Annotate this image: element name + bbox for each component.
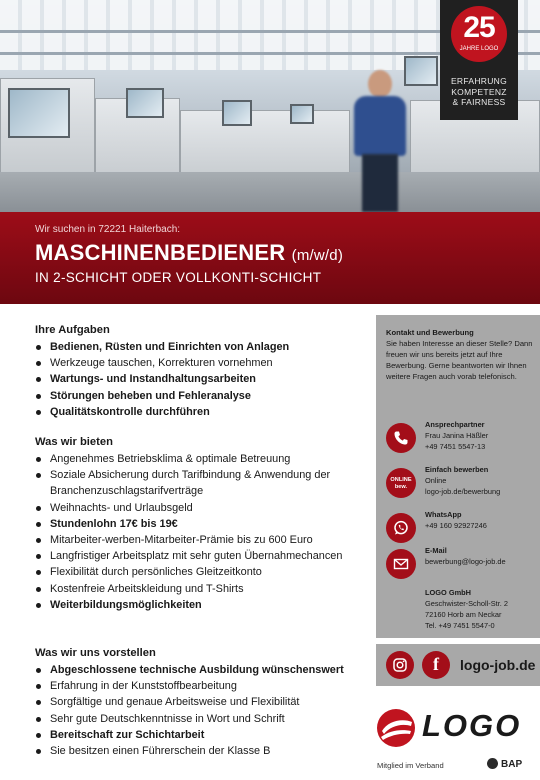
headline-banner	[0, 212, 540, 304]
worker-figure	[352, 70, 408, 212]
offer-list	[35, 451, 365, 613]
city: 72160 Horb am Neckar	[425, 610, 502, 619]
contact-phone[interactable]: +49 7451 5547-13	[425, 442, 486, 451]
location-line: Wir suchen in 72221 Haiterbach:	[35, 224, 181, 235]
mail-icon[interactable]	[386, 549, 416, 579]
online-icon-text: bew.	[394, 484, 408, 490]
contact-row-text	[425, 464, 540, 497]
logo-mark-icon	[376, 708, 416, 748]
section-offer	[35, 434, 365, 613]
section-heading: Was wir uns vorstellen	[35, 647, 156, 659]
list-item: Störungen beheben und Fehleranalyse	[35, 388, 365, 404]
facebook-glyph: f	[433, 654, 439, 674]
contact-panel	[376, 315, 540, 638]
machine-screen	[8, 88, 70, 138]
job-title-text: MASCHINENBEDIENER	[35, 240, 286, 265]
application-link[interactable]: logo-job.de/bewerbung	[425, 487, 501, 496]
contact-row-text	[425, 545, 540, 567]
member-text: Mitglied im Verband	[377, 761, 444, 770]
anniversary-badge	[440, 0, 518, 120]
job-title	[35, 240, 343, 266]
contact-intro-text: Sie haben Interesse an dieser Stelle? Dann freuen wir uns bereits jetzt auf Ihre Bewerbung. Gerne beantworten wir Ihnen weitere Fragen auch vorab telefonisch.	[386, 339, 533, 381]
company-name: LOGO GmbH	[425, 588, 471, 597]
list-item: Wartungs- und Instandhaltungsarbeiten	[35, 371, 365, 387]
company-phone[interactable]: Tel. +49 7451 5547-0	[425, 621, 495, 630]
badge-tagline-line: ERFAHRUNG	[450, 76, 508, 86]
badge-circle	[451, 6, 507, 62]
list-item: Bereitschaft zur Schichtarbeit	[35, 727, 344, 743]
website-link[interactable]: logo-job.de	[460, 657, 536, 673]
list-item: Mitarbeiter-werben-Mitarbeiter-Prämie bis zu 600 Euro	[35, 532, 365, 548]
list-item: Kostenfreie Arbeitskleidung und T-Shirts	[35, 581, 365, 597]
list-item: Flexibilität durch persönliches Gleitzeitkonto	[35, 564, 365, 580]
company-address	[425, 587, 537, 631]
factory-floor	[0, 172, 540, 212]
list-item: Weihnachts- und Urlaubsgeld	[35, 500, 365, 516]
facebook-icon[interactable]	[422, 651, 450, 679]
contact-person: Frau Janina Häßler	[425, 431, 489, 440]
bap-text: BAP	[501, 759, 523, 770]
contact-intro	[386, 327, 536, 382]
whatsapp-icon[interactable]	[386, 513, 416, 543]
company-logo	[376, 706, 540, 750]
list-item: Langfristiger Arbeitsplatz mit sehr guten Übernahmechancen	[35, 548, 365, 564]
section-tasks	[35, 322, 365, 420]
contact-row-text	[425, 509, 540, 531]
tasks-list	[35, 339, 365, 420]
job-details	[35, 322, 365, 758]
badge-tagline-line: & FAIRNESS	[452, 97, 506, 107]
online-icon-text: ONLINE	[390, 477, 412, 483]
list-item: Stundenlohn 17€ bis 19€	[35, 516, 365, 532]
online-icon[interactable]	[386, 468, 416, 498]
section-heading: Was wir bieten	[35, 436, 113, 448]
machine-screen	[126, 88, 164, 118]
list-item: Soziale Absicherung durch Tarifbindung & Anwendung der Branchenzuschlagstarifverträge	[35, 467, 365, 499]
list-item: Bedienen, Rüsten und Einrichten von Anlagen	[35, 339, 365, 355]
contact-heading: Kontakt und Bewerbung	[386, 328, 474, 337]
contact-label: Einfach bewerben	[425, 465, 489, 474]
contact-row-text	[425, 419, 540, 452]
gender-suffix: (m/w/d)	[291, 247, 344, 264]
section-profile	[35, 645, 344, 759]
contact-online: Online	[425, 476, 447, 485]
profile-list	[35, 662, 344, 759]
contact-label: WhatsApp	[425, 510, 462, 519]
badge-tagline-line: KOMPETENZ	[451, 86, 507, 97]
badge-tagline	[440, 76, 518, 108]
list-item: Sehr gute Deutschkenntnisse in Wort und Schrift	[35, 711, 344, 727]
hero-photo	[0, 0, 540, 212]
phone-icon[interactable]	[386, 423, 416, 453]
whatsapp-number[interactable]: +49 160 92927246	[425, 521, 487, 530]
instagram-icon[interactable]	[386, 651, 414, 679]
list-item: Weiterbildungsmöglichkeiten	[35, 597, 365, 613]
list-item: Sie besitzen einen Führerschein der Klasse B	[35, 743, 344, 759]
machine-screen	[222, 100, 252, 126]
list-item: Sorgfältige und genaue Arbeitsweise und Flexibilität	[35, 694, 344, 710]
street: Geschwister-Scholl-Str. 2	[425, 599, 508, 608]
list-item: Werkzeuge tauschen, Korrekturen vornehmen	[35, 355, 365, 371]
contact-label: Ansprechpartner	[425, 420, 485, 429]
list-item: Erfahrung in der Kunststoffbearbeitung	[35, 678, 344, 694]
list-item: Angenehmes Betriebsklima & optimale Betreuung	[35, 451, 365, 467]
badge-subline: JAHRE LOGO	[459, 46, 499, 52]
section-heading: Ihre Aufgaben	[35, 324, 110, 336]
logo-wordmark: LOGO	[422, 708, 522, 743]
bap-logo	[487, 758, 522, 770]
machine-screen	[404, 56, 438, 86]
list-item: Qualitätskontrolle durchführen	[35, 404, 365, 420]
badge-number: 25	[463, 11, 495, 44]
bap-mark-icon	[487, 758, 498, 769]
machine-screen	[290, 104, 314, 124]
shift-subtitle: IN 2-SCHICHT ODER VOLLKONTI-SCHICHT	[35, 270, 322, 285]
social-bar	[376, 644, 540, 686]
email-address[interactable]: bewerbung@logo-job.de	[425, 557, 506, 566]
contact-label: E-Mail	[425, 546, 447, 555]
list-item: Abgeschlossene technische Ausbildung wünschenswert	[35, 662, 344, 678]
